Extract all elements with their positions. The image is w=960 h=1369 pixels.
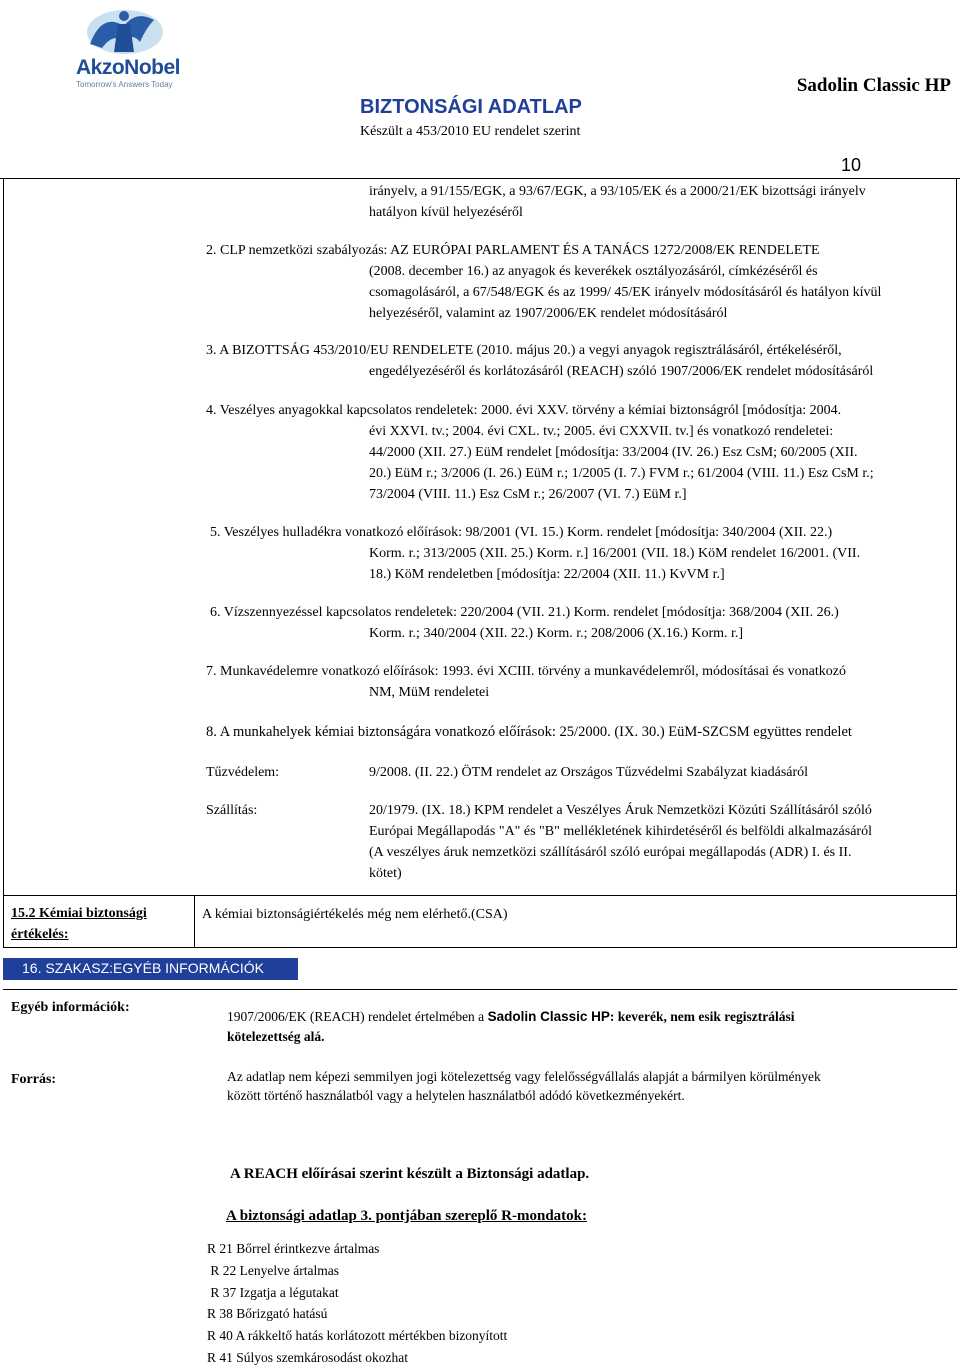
regulation-item-7-line: NM, MüM rendeletei bbox=[369, 685, 490, 700]
transport-text-line: kötet) bbox=[369, 866, 402, 881]
regulation-item-6: 6. Vízszennyezéssel kapcsolatos rendeletek: 220/2004 (VII. 21.) Korm. rendelet [módosítja: 368/2004 (XII. 26.) bbox=[210, 605, 839, 620]
row-rule-bottom bbox=[3, 947, 957, 948]
regulation-item-8: 8. A munkahelyek kémiai biztonságára vonatkozó előírások: 25/2000. (IX. 30.) EüM-SZCSM együttes rendelet bbox=[206, 724, 852, 740]
rphrase-item: R 41 Súlyos szemkárosodást okozhat bbox=[207, 1349, 408, 1365]
rphrases-heading: A biztonsági adatlap 3. pontjában szereplő R-mondatok: bbox=[226, 1208, 588, 1224]
regulation-item-4-line: évi XXVI. tv.; 2004. évi CXL. tv.; 2005. évi CXXVII. tv.] és vonatkozó rendeletei: bbox=[369, 424, 834, 439]
regulation-cont-line: irányelv, a 91/155/EGK, a 93/67/EGK, a 93/105/EK és a 2000/21/EK bizottsági irányelv bbox=[369, 184, 866, 199]
section-15-2-label-line: értékelés: bbox=[11, 927, 69, 942]
regulation-item-3-line: engedélyezéséről és korlátozásáról (REACH) szóló 1907/2006/EK rendelet módosításáról bbox=[369, 364, 874, 379]
regulation-item-2: 2. CLP nemzetközi szabályozás: AZ EURÓPAI PARLAMENT ÉS A TANÁCS 1272/2008/EK RENDELETE bbox=[206, 243, 820, 258]
regulation-item-4-line: 73/2004 (VIII. 11.) Esz CsM r.; 26/2007 (VI. 7.) EüM r.] bbox=[369, 487, 687, 502]
fire-protection-label: Tűzvédelem: bbox=[206, 765, 280, 780]
section-16-rule bbox=[3, 989, 957, 990]
transport-text-line: Európai Megállapodás "A" és "B" mellékletének kihirdetéséről és belföldi alkalmazásáról bbox=[369, 824, 872, 839]
row-rule-15-2 bbox=[3, 895, 957, 896]
table-left-border bbox=[3, 178, 4, 948]
header-rule bbox=[0, 178, 960, 179]
rphrase-item: R 22 Lenyelve ártalmas bbox=[207, 1262, 339, 1278]
transport-text-line: 20/1979. (IX. 18.) KPM rendelet a Veszélyes Áruk Nemzetközi Közúti Szállításáról szóló bbox=[369, 803, 872, 818]
rphrases-list bbox=[207, 1238, 507, 1369]
regulation-item-2-line: (2008. december 16.) az anyagok és keverékek osztályozásáról, címkézéséről és bbox=[369, 264, 818, 279]
product-name-inline: Sadolin Classic HP bbox=[487, 1009, 610, 1024]
reach-note: A REACH előírásai szerint készült a Biztonsági adatlap. bbox=[230, 1166, 590, 1182]
transport-text-line: (A veszélyes áruk nemzetközi szállításáról szóló európai megállapodás (ADR) I. és II. bbox=[369, 845, 852, 860]
other-info-text bbox=[227, 1006, 927, 1027]
regulation-item-4-line: 44/2000 (XII. 27.) EüM rendelet [módosítja: 33/2004 (IV. 26.) Esz CsM; 60/2005 (XII. bbox=[369, 445, 858, 460]
product-name: Sadolin Classic HP bbox=[796, 75, 951, 96]
regulation-item-4: 4. Veszélyes anyagokkal kapcsolatos rendeletek: 2000. évi XXV. törvény a kémiai biztonságról [módosítja: 2004. bbox=[206, 403, 842, 418]
table-right-border bbox=[956, 178, 957, 948]
rphrase-item: R 40 A rákkeltő hatás korlátozott mértékben bizonyított bbox=[207, 1328, 508, 1344]
regulation-item-7: 7. Munkavédelemre vonatkozó előírások: 1993. évi XCIII. törvény a munkavédelemről, módosításai és vonatkozó bbox=[206, 664, 846, 679]
other-info-text-part: 1907/2006/EK (REACH) rendelet értelmében a bbox=[227, 1009, 488, 1024]
regulation-item-4-line: 20.) EüM r.; 3/2006 (I. 26.) EüM r.; 1/2005 (I. 7.) FVM r.; 61/2004 (VIII. 11.) Esz CsM r.; bbox=[369, 466, 874, 481]
transport-label: Szállítás: bbox=[206, 803, 258, 818]
document-subtitle: Készült a 453/2010 EU rendelet szerint bbox=[360, 124, 581, 139]
source-label: Forrás: bbox=[11, 1072, 57, 1087]
source-text-line: között történő használatból vagy a helytelen használatból adódó következményekért. bbox=[227, 1088, 685, 1103]
rphrase-item: R 37 Izgatja a légutakat bbox=[207, 1284, 339, 1300]
regulation-cont-line: hatályon kívül helyezéséről bbox=[369, 205, 523, 220]
regulation-item-6-line: Korm. r.; 340/2004 (XII. 22.) Korm. r.; 208/2006 (X.16.) Korm. r.] bbox=[369, 626, 744, 641]
rphrase-item: R 38 Bőrizgató hatású bbox=[207, 1306, 328, 1322]
section-16-heading bbox=[3, 958, 298, 980]
fire-protection-text: 9/2008. (II. 22.) ÖTM rendelet az Országos Tűzvédelmi Szabályzat kiadásáról bbox=[369, 765, 809, 780]
section-15-2-label: 15.2 Kémiai biztonsági bbox=[11, 906, 147, 921]
other-info-label: Egyéb információk: bbox=[11, 1000, 130, 1015]
logo-tagline: Tomorrow's Answers Today bbox=[76, 80, 173, 89]
page-number: 10 bbox=[841, 155, 862, 175]
regulation-item-5-line: Korm. r.; 313/2005 (XII. 25.) Korm. r.] 16/2001 (VII. 18.) KöM rendelet 16/2001. (VII. bbox=[369, 546, 861, 561]
regulation-item-5: 5. Veszélyes hulladékra vonatkozó előírások: 98/2001 (VI. 15.) Korm. rendelet [módosítja: 340/2004 (XII. 22.) bbox=[210, 525, 833, 540]
logo-brand: AkzoNobel bbox=[76, 56, 181, 79]
regulation-item-3: 3. A BIZOTTSÁG 453/2010/EU RENDELETE (2010. május 20.) a vegyi anyagok regisztrálásáról, értékeléséről, bbox=[206, 343, 842, 358]
regulation-item-2-line: csomagolásáról, a 67/548/EGK és az 1999/ 45/EK irányelv módosításáról és hatályon kívül bbox=[369, 285, 882, 300]
document-title: BIZTONSÁGI ADATLAP bbox=[360, 96, 582, 118]
source-text-line: Az adatlap nem képezi semmilyen jogi kötelezettség vagy felelősségvállalás alapját a bármilyen körülmények bbox=[227, 1069, 821, 1084]
akzonobel-logo bbox=[62, 2, 192, 94]
section-15-2-text: A kémiai biztonságiértékelés még nem elérhető.(CSA) bbox=[202, 907, 508, 922]
other-info-text-line: kötelezettség alá. bbox=[227, 1029, 325, 1044]
other-info-text-part: : keverék, nem esik regisztrálási bbox=[609, 1009, 795, 1024]
column-rule-15-2 bbox=[194, 895, 195, 948]
regulation-item-5-line: 18.) KöM rendeletben [módosítja: 22/2004 (XII. 11.) KvVM r.] bbox=[369, 567, 725, 582]
rphrase-item: R 21 Bőrrel érintkezve ártalmas bbox=[207, 1241, 380, 1256]
regulation-item-2-line: helyezéséről, valamint az 1907/2006/EK rendelet módosításáról bbox=[369, 306, 728, 321]
section-16-heading-text: 16. SZAKASZ:EGYÉB INFORMÁCIÓK bbox=[22, 960, 264, 976]
